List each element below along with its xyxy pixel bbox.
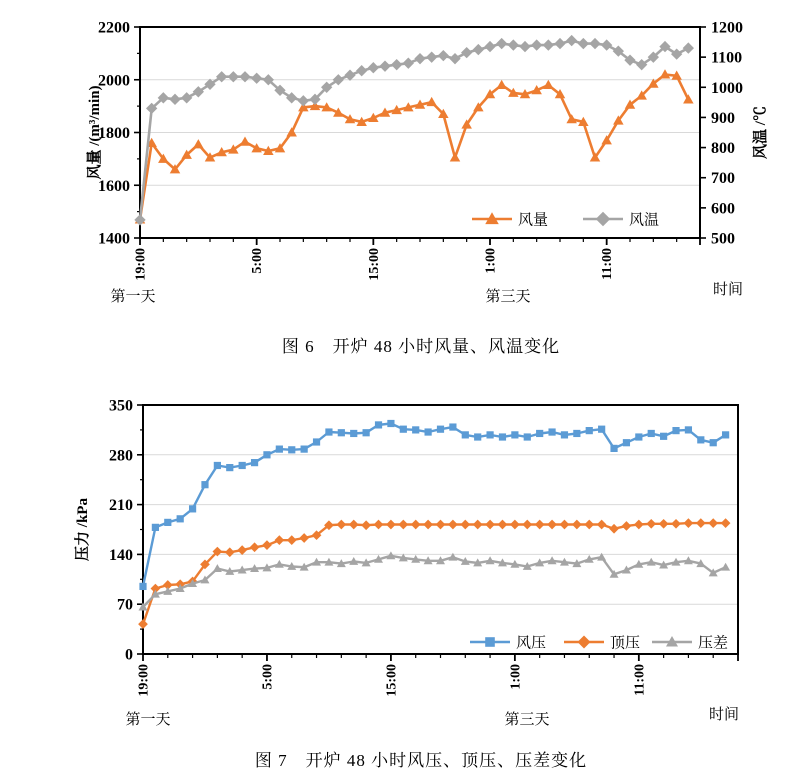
svg-text:700: 700 [711, 170, 735, 188]
figure7-line-chart [0, 377, 800, 732]
marker-diamond [374, 520, 384, 530]
marker-square [710, 439, 717, 446]
marker-diamond [721, 518, 731, 528]
y-axis-left [74, 398, 143, 664]
marker-square [548, 428, 555, 435]
marker-diamond [228, 71, 239, 82]
marker-triangle [240, 136, 251, 145]
marker-diamond [659, 519, 669, 529]
svg-text:压差: 压差 [698, 635, 729, 652]
marker-diamond [361, 520, 371, 530]
svg-text:风温: 风温 [629, 212, 660, 229]
svg-text:1400: 1400 [98, 230, 130, 248]
marker-square [561, 431, 568, 438]
marker-diamond [138, 619, 148, 629]
marker-square [573, 430, 580, 437]
marker-diamond [250, 542, 260, 552]
marker-square [189, 505, 196, 512]
marker-square [177, 515, 184, 522]
marker-square [485, 637, 495, 647]
x-axis [125, 654, 739, 728]
svg-text:0: 0 [125, 646, 133, 664]
marker-diamond [274, 535, 284, 545]
marker-square [338, 429, 345, 436]
marker-diamond [461, 47, 472, 58]
marker-diamond [609, 524, 619, 534]
marker-square [288, 446, 295, 453]
marker-square [239, 462, 246, 469]
marker-diamond [299, 533, 309, 543]
marker-triangle [683, 94, 694, 103]
marker-diamond [262, 540, 272, 550]
marker-square [152, 524, 159, 531]
svg-text:第一天: 第一天 [125, 712, 171, 728]
svg-text:顶压: 顶压 [610, 635, 641, 652]
marker-diamond [522, 520, 532, 530]
marker-square [375, 421, 382, 428]
marker-square [226, 464, 233, 471]
marker-diamond [239, 71, 250, 82]
marker-square [474, 433, 481, 440]
marker-diamond [543, 39, 554, 50]
marker-diamond [460, 520, 470, 530]
marker-triangle [426, 97, 437, 106]
marker-diamond [484, 41, 495, 52]
marker-square [425, 428, 432, 435]
svg-text:时间: 时间 [712, 282, 744, 298]
marker-diamond [426, 51, 437, 62]
svg-text:210: 210 [109, 497, 133, 515]
svg-text:第三天: 第三天 [504, 712, 550, 728]
marker-diamond [134, 214, 145, 225]
marker-square [164, 519, 171, 526]
svg-text:1000: 1000 [711, 79, 743, 97]
marker-diamond [597, 520, 607, 530]
svg-text:风压: 风压 [516, 635, 547, 652]
marker-square [263, 451, 270, 458]
svg-text:时间: 时间 [708, 707, 740, 723]
marker-diamond [448, 520, 458, 530]
series-0-line [135, 69, 694, 223]
gridlines [143, 455, 738, 604]
marker-square [201, 481, 208, 488]
marker-square [313, 438, 320, 445]
marker-square [610, 445, 617, 452]
marker-triangle [566, 114, 577, 123]
svg-text:70: 70 [117, 596, 133, 614]
marker-diamond [646, 519, 656, 529]
marker-diamond [423, 520, 433, 530]
marker-diamond [671, 519, 681, 529]
marker-square [325, 428, 332, 435]
marker-diamond [298, 95, 309, 106]
marker-square [697, 436, 704, 443]
marker-diamond [368, 62, 379, 73]
marker-square [499, 433, 506, 440]
marker-square [363, 429, 370, 436]
marker-square [412, 426, 419, 433]
marker-diamond [589, 38, 600, 49]
svg-text:5:00: 5:00 [260, 664, 276, 690]
marker-diamond [554, 38, 565, 49]
series-1-line [134, 35, 694, 226]
marker-square [350, 430, 357, 437]
svg-text:350: 350 [109, 397, 133, 415]
marker-triangle [213, 564, 222, 572]
svg-text:280: 280 [109, 447, 133, 465]
marker-diamond [414, 53, 425, 64]
marker-diamond [498, 520, 508, 530]
marker-square [462, 431, 469, 438]
svg-text:19:00: 19:00 [136, 664, 152, 697]
marker-diamond [547, 520, 557, 530]
svg-text:500: 500 [711, 230, 735, 248]
svg-text:压力 /kPa: 压力 /kPa [75, 498, 91, 561]
figure6-line-chart [0, 0, 800, 315]
marker-diamond [391, 59, 402, 70]
svg-text:第一天: 第一天 [110, 289, 156, 305]
svg-text:15:00: 15:00 [384, 664, 400, 697]
y-axis-left [85, 20, 140, 248]
marker-square [598, 426, 605, 433]
plot-border [143, 405, 738, 654]
marker-diamond [560, 520, 570, 530]
svg-text:800: 800 [711, 140, 735, 158]
marker-diamond [584, 520, 594, 530]
marker-square [586, 427, 593, 434]
marker-diamond [531, 39, 542, 50]
svg-text:1:00: 1:00 [508, 664, 524, 690]
marker-diamond [403, 58, 414, 69]
marker-square [660, 433, 667, 440]
svg-text:900: 900 [711, 109, 735, 127]
marker-diamond [601, 39, 612, 50]
legend [470, 635, 728, 652]
marker-diamond [596, 212, 611, 227]
marker-diamond [535, 520, 545, 530]
marker-triangle [496, 80, 507, 89]
svg-text:2200: 2200 [98, 19, 130, 37]
marker-diamond [225, 547, 235, 557]
legend [472, 212, 659, 229]
marker-diamond [449, 53, 460, 64]
marker-diamond [386, 520, 396, 530]
marker-diamond [438, 50, 449, 61]
figure6-caption: 图 6 开炉 48 小时风量、风温变化 [281, 337, 561, 356]
marker-diamond [349, 520, 359, 530]
marker-diamond [578, 636, 591, 649]
svg-text:风量: 风量 [518, 212, 549, 229]
svg-text:140: 140 [109, 546, 133, 564]
svg-text:5:00: 5:00 [250, 248, 266, 274]
marker-diamond [510, 520, 520, 530]
marker-diamond [485, 520, 495, 530]
svg-text:11:00: 11:00 [632, 664, 648, 696]
marker-diamond [496, 38, 507, 49]
svg-text:600: 600 [711, 200, 735, 218]
marker-diamond [508, 39, 519, 50]
y-axis-right [700, 20, 769, 248]
marker-diamond [566, 35, 577, 46]
svg-text:1100: 1100 [711, 49, 743, 67]
marker-diamond [683, 42, 694, 53]
marker-triangle [450, 152, 461, 161]
svg-text:11:00: 11:00 [600, 248, 616, 280]
marker-diamond [356, 65, 367, 76]
svg-text:1200: 1200 [711, 19, 743, 37]
marker-diamond [708, 518, 718, 528]
marker-triangle [721, 563, 730, 571]
marker-triangle [543, 80, 554, 89]
figure7-caption: 图 7 开炉 48 小时风压、顶压、压差变化 [254, 751, 588, 770]
marker-diamond [473, 44, 484, 55]
marker-diamond [572, 520, 582, 530]
marker-diamond [578, 38, 589, 49]
marker-diamond [336, 520, 346, 530]
marker-square [511, 431, 518, 438]
svg-text:风量 /(m³/min): 风量 /(m³/min) [87, 85, 103, 180]
svg-text:1800: 1800 [98, 125, 130, 142]
marker-diamond [622, 521, 632, 531]
marker-square [387, 420, 394, 427]
marker-triangle [286, 127, 297, 136]
x-axis [110, 238, 743, 305]
marker-square [437, 426, 444, 433]
marker-square [623, 439, 630, 446]
marker-diamond [473, 520, 483, 530]
marker-triangle [193, 139, 204, 148]
marker-square [486, 431, 493, 438]
svg-text:1:00: 1:00 [483, 248, 499, 274]
marker-diamond [344, 70, 355, 81]
marker-square [449, 423, 456, 430]
svg-text:2000: 2000 [98, 72, 130, 90]
svg-text:风温 /℃: 风温 /℃ [753, 106, 769, 159]
marker-diamond [237, 545, 247, 555]
marker-square [214, 462, 221, 469]
marker-square [301, 446, 308, 453]
marker-square [648, 430, 655, 437]
marker-square [685, 426, 692, 433]
marker-diamond [398, 520, 408, 530]
marker-square [635, 433, 642, 440]
marker-square [276, 446, 283, 453]
gridlines [140, 80, 700, 186]
marker-diamond [169, 94, 180, 105]
marker-diamond [436, 520, 446, 530]
marker-diamond [684, 518, 694, 528]
svg-text:15:00: 15:00 [366, 248, 382, 281]
marker-square [400, 426, 407, 433]
marker-diamond [181, 92, 192, 103]
marker-diamond [287, 535, 297, 545]
marker-diamond [251, 73, 262, 84]
series-2-line [139, 551, 731, 610]
marker-diamond [379, 61, 390, 72]
svg-text:19:00: 19:00 [133, 248, 149, 281]
marker-diamond [519, 41, 530, 52]
svg-text:第三天: 第三天 [485, 289, 531, 305]
marker-diamond [411, 520, 421, 530]
marker-square [536, 430, 543, 437]
marker-square [672, 427, 679, 434]
marker-square [251, 459, 258, 466]
marker-diamond [634, 520, 644, 530]
marker-square [524, 433, 531, 440]
marker-diamond [696, 518, 706, 528]
marker-square [139, 583, 146, 590]
marker-square [722, 431, 729, 438]
svg-text:1600: 1600 [98, 177, 130, 195]
